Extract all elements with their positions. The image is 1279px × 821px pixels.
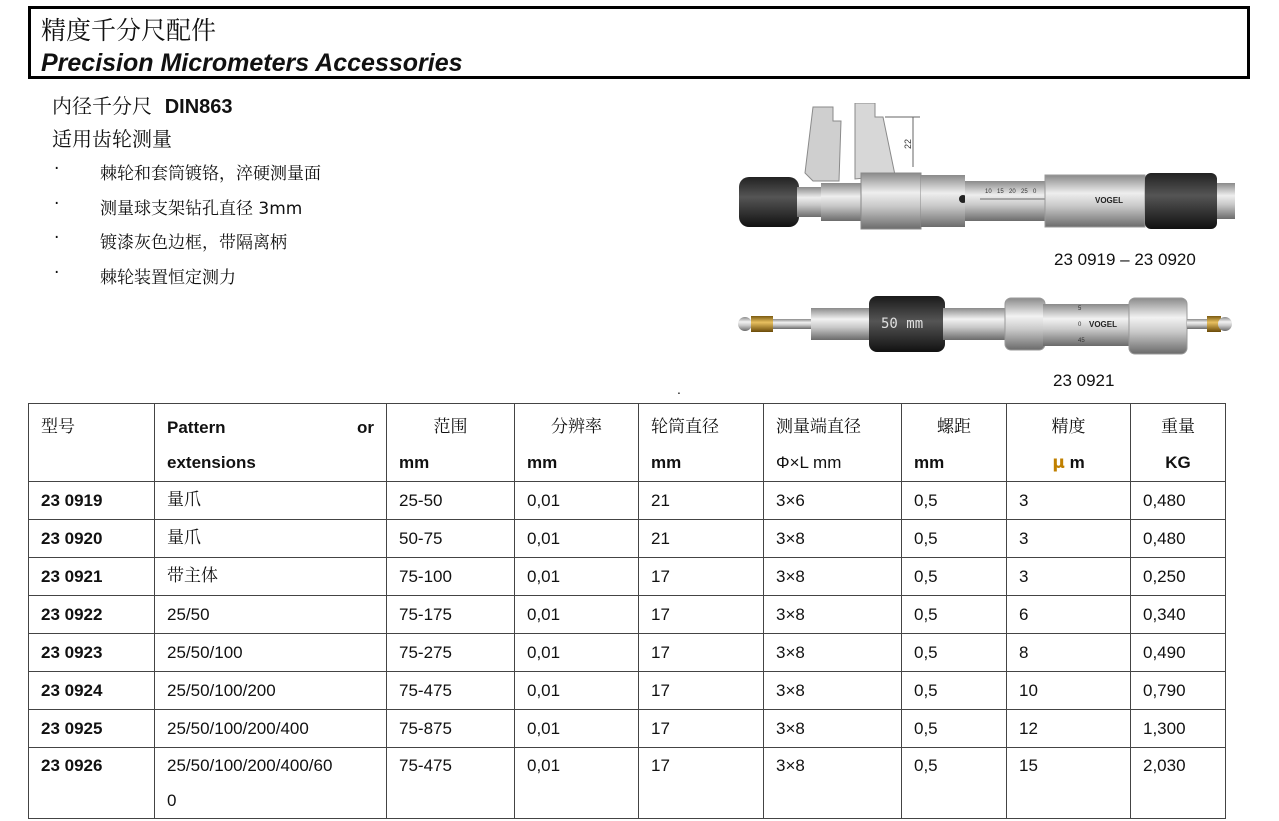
table-cell: 3×8 — [764, 672, 902, 710]
table-cell: 0,5 — [902, 672, 1007, 710]
feature-item: · 棘轮装置恒定测力 — [54, 262, 236, 288]
table-cell: 0,5 — [902, 710, 1007, 748]
table-cell: 0,480 — [1131, 482, 1226, 520]
table-cell: 0,01 — [515, 482, 639, 520]
header-accuracy: 精度 μ m — [1007, 404, 1131, 482]
table-cell: 0,5 — [902, 748, 1007, 819]
table-row — [29, 672, 1226, 710]
svg-text:10: 10 — [985, 189, 992, 195]
table-cell: 75-475 — [387, 672, 515, 710]
table-cell: 75-175 — [387, 596, 515, 634]
feature-item: · 棘轮和套筒镀铬，淬硬测量面 — [54, 159, 321, 184]
table-cell: 1,300 — [1131, 710, 1226, 748]
table-cell: 23 0922 — [29, 596, 155, 634]
table-cell: 3×8 — [764, 520, 902, 558]
table-cell: 15 — [1007, 748, 1131, 819]
table-cell: 23 0926 — [29, 748, 155, 819]
table-cell: 3 — [1007, 482, 1131, 520]
table-cell: 75-100 — [387, 558, 515, 596]
table-cell: 10 — [1007, 672, 1131, 710]
table-cell: 75-275 — [387, 634, 515, 672]
table-cell: 0,01 — [515, 634, 639, 672]
table-cell: 3×8 — [764, 748, 902, 819]
feature-item: · 镀漆灰色边框，带隔离柄 — [54, 228, 287, 253]
table-cell: 12 — [1007, 710, 1131, 748]
table-cell: 25/50/100/200/400 — [155, 710, 387, 748]
title-box — [28, 6, 1250, 79]
product-standard: DIN863 — [164, 96, 233, 118]
table-row — [29, 558, 1226, 596]
feature-item: · 测量球支架钻孔直径 3mm — [54, 193, 303, 219]
header-range: 范围 mm — [387, 404, 515, 482]
svg-text:20: 20 — [1009, 189, 1016, 195]
header-weight: 重量 KG — [1131, 404, 1226, 482]
table-cell: 2,030 — [1131, 748, 1226, 819]
dim-label: 22 — [903, 138, 913, 149]
header-resolution: 分辨率 mm — [515, 404, 639, 482]
table-cell: 8 — [1007, 634, 1131, 672]
svg-text:15: 15 — [997, 189, 1004, 195]
table-row — [29, 710, 1226, 748]
table-cell: 3×8 — [764, 596, 902, 634]
table-cell: 0,5 — [902, 558, 1007, 596]
band-label: 50 mm — [881, 316, 924, 332]
bullet: · — [54, 262, 60, 283]
table-cell: 0,01 — [515, 748, 639, 819]
table-cell: 3×8 — [764, 558, 902, 596]
svg-text:0: 0 — [1078, 322, 1082, 328]
bullet: · — [54, 193, 60, 214]
brand-label: VOGEL — [1095, 196, 1124, 205]
table-row — [29, 596, 1226, 634]
bullet: · — [54, 159, 60, 179]
table-cell: 3×6 — [764, 482, 902, 520]
table-cell: 23 0921 — [29, 558, 155, 596]
table-cell: 0,01 — [515, 558, 639, 596]
product-usage: 适用齿轮测量 — [52, 127, 172, 151]
table-row — [29, 520, 1226, 558]
table-cell: 17 — [639, 710, 764, 748]
table-cell: 0,5 — [902, 482, 1007, 520]
table-cell: 21 — [639, 482, 764, 520]
bottom-image-caption: 23 0921 — [1053, 371, 1115, 390]
table-cell: 25/50/100 — [155, 634, 387, 672]
bullet: · — [54, 228, 60, 248]
table-cell: 50-75 — [387, 520, 515, 558]
product-name — [52, 90, 233, 119]
table-cell: 3 — [1007, 558, 1131, 596]
table-cell: 17 — [639, 558, 764, 596]
table-cell: 0,340 — [1131, 596, 1226, 634]
table-cell: 0,5 — [902, 634, 1007, 672]
stray-dot: . — [677, 381, 681, 397]
title-english: Precision Micrometers Accessories — [41, 49, 463, 77]
table-cell: 17 — [639, 634, 764, 672]
svg-text:0: 0 — [1033, 189, 1037, 195]
spec-table — [28, 403, 1226, 819]
header-pitch: 螺距 mm — [902, 404, 1007, 482]
table-cell: 25/50/100/200 — [155, 672, 387, 710]
table-cell: 17 — [639, 672, 764, 710]
pattern-wrapped: 25/50/100/200/400/60 0 — [155, 748, 387, 819]
table-cell: 0,250 — [1131, 558, 1226, 596]
product-name-cn: 内径千分尺 — [52, 94, 152, 118]
table-cell: 6 — [1007, 596, 1131, 634]
table-cell: 0,01 — [515, 596, 639, 634]
table-cell: 25-50 — [387, 482, 515, 520]
table-cell: 3 — [1007, 520, 1131, 558]
feature-list — [52, 159, 321, 297]
micrometer-body-illustration — [733, 290, 1233, 362]
table-cell: 0,01 — [515, 520, 639, 558]
table-cell: 0,480 — [1131, 520, 1226, 558]
table-row — [29, 482, 1226, 520]
table-cell: 带主体 — [155, 558, 387, 596]
table-cell: 75-875 — [387, 710, 515, 748]
table-cell: 0,01 — [515, 710, 639, 748]
table-cell: 21 — [639, 520, 764, 558]
svg-text:25: 25 — [1021, 189, 1028, 195]
table-cell: 23 0925 — [29, 710, 155, 748]
table-header-row — [29, 404, 1226, 482]
table-cell: 量爪 — [155, 482, 387, 520]
title-chinese: 精度千分尺配件 — [41, 16, 217, 45]
header-model: 型号 — [29, 404, 155, 482]
table-row — [29, 634, 1226, 672]
table-cell: 0,490 — [1131, 634, 1226, 672]
table-cell: 0,5 — [902, 520, 1007, 558]
table-cell: 3×8 — [764, 634, 902, 672]
header-thimble-diameter: 轮筒直径 mm — [639, 404, 764, 482]
table-cell: 23 0924 — [29, 672, 155, 710]
brand-label: VOGEL — [1089, 320, 1118, 329]
table-cell: 17 — [639, 596, 764, 634]
table-cell: 量爪 — [155, 520, 387, 558]
table-cell: 0,790 — [1131, 672, 1226, 710]
table-cell: 23 0923 — [29, 634, 155, 672]
header-pattern: Pattern or extensions — [155, 404, 387, 482]
table-cell: 23 0919 — [29, 482, 155, 520]
table-cell: 3×8 — [764, 710, 902, 748]
table-cell: 75-475 — [387, 748, 515, 819]
table-cell: 23 0920 — [29, 520, 155, 558]
table-cell: 0,01 — [515, 672, 639, 710]
top-image-caption: 23 0919 – 23 0920 — [1054, 250, 1196, 269]
svg-text:45: 45 — [1078, 338, 1085, 344]
micrometer-jaw-illustration — [735, 103, 1235, 243]
svg-text:5: 5 — [1078, 306, 1082, 312]
table-cell: 0,5 — [902, 596, 1007, 634]
table-row — [29, 748, 1226, 819]
table-cell: 17 — [639, 748, 764, 819]
header-tip-diameter: 测量端直径 Φ×L mm — [764, 404, 902, 482]
table-cell: 25/50 — [155, 596, 387, 634]
